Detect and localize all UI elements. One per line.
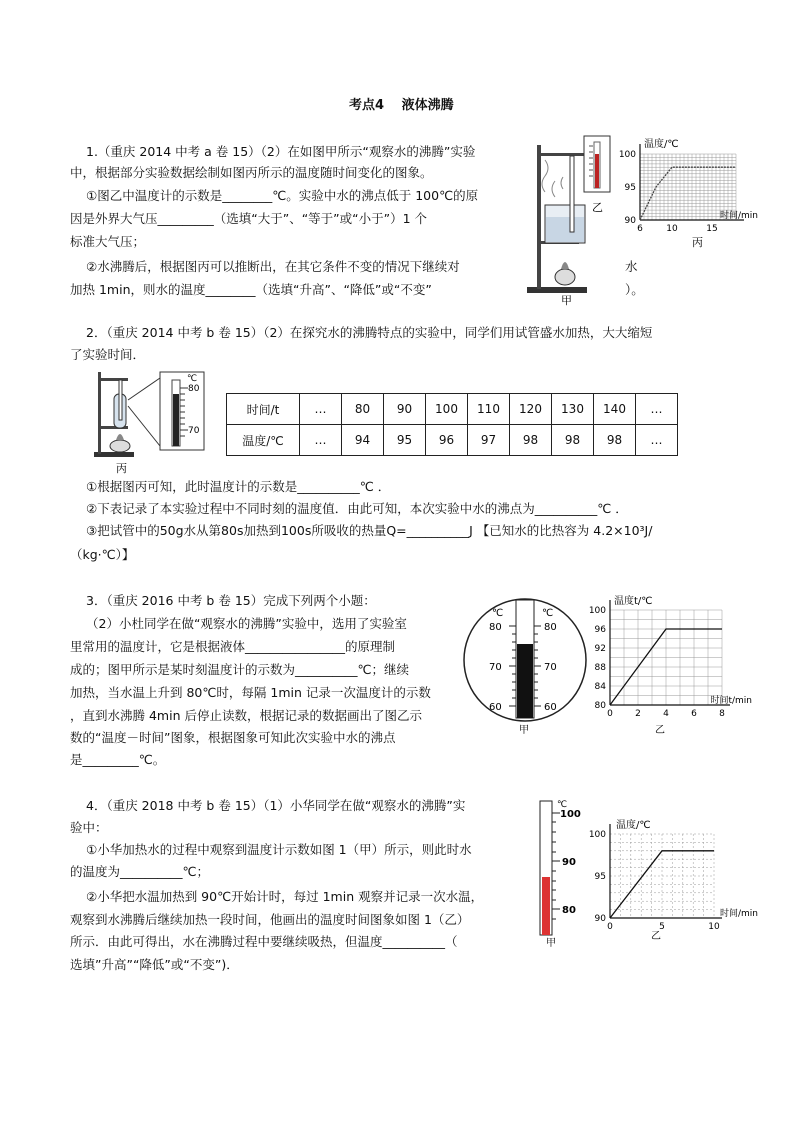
q4-chart-ylabel: 温度/℃ [616, 820, 651, 831]
q3-line: ，直到水沸腾 4min 后停止读数，根据记录的数据画出了图乙示 [70, 708, 422, 723]
x-axis-label: 时间/min [719, 909, 758, 919]
q3-line: （2）小杜同学在做“观察水的沸腾”实验中，选用了实验室 [86, 616, 407, 631]
q4-line: ②小华把水温加热到 90℃开始计时，每过 1min 观察并记录一次水温， [86, 889, 484, 904]
y-tick-label: 80 [594, 701, 606, 711]
q4-line: ①小华加热水的过程中观察到温度计示数如图 1（甲）所示，则此时水 [86, 842, 472, 857]
table-cell: 80 [342, 394, 384, 425]
q2-thermo-70: 70 [188, 426, 200, 436]
q1-line: ①图乙中温度计的示数是________℃。实验中水的沸点低于 100℃的原 [86, 188, 479, 203]
x-tick-label: 2 [635, 709, 641, 719]
q2-thermo-80: 80 [188, 384, 200, 394]
y-tick-label: 90 [624, 216, 636, 226]
table-cell: 130 [552, 394, 594, 425]
q2-line: 了实验时间． [70, 347, 146, 362]
y-tick-label: 96 [594, 625, 606, 635]
table-cell: 110 [468, 394, 510, 425]
x-axis-label: 时间/min [719, 211, 758, 221]
q2-sub: ②下表记录了本实验过程中不同时刻的温度值．由此可知，本次实验中水的沸点为__________℃ ． [86, 501, 628, 516]
q1-line: 加热 1min，则水的温度________（选填“升高”、“降低”或“不变” [70, 282, 432, 297]
table-row [227, 425, 678, 456]
chart-bing [618, 136, 762, 251]
table-cell: 94 [342, 425, 384, 456]
table-cell: 90 [384, 394, 426, 425]
q4-line: 4．（重庆 2018 中考 b 卷 15）（1）小华同学在做“观察水的沸腾”实 [86, 798, 466, 813]
table-header-temp: 温度/℃ [227, 425, 300, 456]
q2-thermo-unit: ℃ [187, 374, 198, 384]
table-cell: … [636, 425, 678, 456]
table-cell: 98 [552, 425, 594, 456]
q4-line: 验中： [70, 820, 108, 835]
x-tick-label: 0 [607, 709, 613, 719]
y-tick-label: 95 [594, 872, 606, 882]
q1-line: 1.（重庆 2014 中考 a 卷 15）（2）在如图甲所示“观察水的沸腾”实验 [86, 144, 476, 159]
thermometer-yi-figure [582, 134, 614, 214]
q4-tick-80: 80 [562, 905, 576, 916]
table-cell: … [636, 394, 678, 425]
q1-water: 水 [625, 259, 638, 274]
q3-line: 里常用的温度计，它是根据液体________________的原理制 [70, 639, 396, 654]
x-tick-label: 5 [659, 922, 665, 932]
y-tick-label: 84 [594, 682, 606, 692]
bing-ylabel: 温度/℃ [644, 139, 679, 150]
table-row [227, 394, 678, 425]
y-tick-label: 95 [624, 183, 636, 193]
q4-thermo-unit: ℃ [557, 800, 568, 810]
table-cell: … [300, 394, 342, 425]
q1-line: 因是外界大气压_________（选填“大于”、“等于”或“小于”）1 个 [70, 211, 428, 226]
q1-line: 标准大气压； [70, 234, 146, 249]
x-tick-label: 10 [708, 922, 720, 932]
thermometer-jia-figure [532, 797, 584, 947]
x-axis-label: 时间t/min [710, 696, 752, 706]
x-tick-label: 15 [706, 224, 718, 234]
x-tick-label: 6 [691, 709, 697, 719]
y-tick-label: 100 [588, 606, 606, 616]
fig-jia-label: 甲 [546, 938, 556, 949]
q3-line: 是_________℃。 [70, 752, 166, 767]
x-tick-label: 6 [637, 224, 643, 234]
x-tick-label: 8 [719, 709, 725, 719]
y-tick-label: 92 [594, 644, 606, 654]
q4-line: 选填”升高”“降低”或“不变”)． [70, 957, 239, 972]
q2-sub: ①根据图丙可知，此时温度计的示数是__________℃ ． [86, 479, 391, 494]
q3-tick-60-right: 60 [544, 702, 557, 713]
q3-tick-80-left: 80 [489, 622, 502, 633]
q3-tick-80-right: 80 [544, 622, 557, 633]
thermometer-jia-figure [462, 596, 588, 736]
q4-tick-100: 100 [560, 809, 581, 820]
q2-line: 2．（重庆 2014 中考 b 卷 15）（2）在探究水的沸腾特点的实验中，同学们用试管盛水加热，大大缩短 [86, 325, 653, 340]
y-tick-label: 88 [594, 663, 606, 673]
y-tick-label: 100 [588, 830, 606, 840]
table-cell: 96 [426, 425, 468, 456]
fig-jia-label: 甲 [561, 294, 572, 307]
fig-bing-label: 丙 [692, 236, 703, 249]
chart-q4-yi [588, 812, 763, 942]
q3-tick-70-right: 70 [544, 662, 557, 673]
q4-line: 的温度为__________℃； [70, 864, 210, 879]
q4-tick-90: 90 [562, 857, 576, 868]
table-cell: 140 [594, 394, 636, 425]
chart-q3-yi [588, 592, 757, 738]
table-cell: 97 [468, 425, 510, 456]
q3-line: 加热，当水温上升到 80℃时，每隔 1min 记录一次温度计的示数 [70, 685, 431, 700]
fig-yi-label: 乙 [655, 725, 665, 736]
x-tick-label: 4 [663, 709, 669, 719]
x-tick-label: 0 [607, 922, 613, 932]
q2-sub: （kg·℃）】 [70, 547, 135, 562]
fig-yi-label: 乙 [651, 931, 661, 942]
q2-sub: ③把试管中的50g水从第80s加热到100s所吸收的热量Q=__________J 【已知水的比热容为 4.2×10³J/ [86, 523, 653, 538]
test-tube-apparatus-figure [90, 370, 210, 475]
y-tick-label: 100 [618, 150, 636, 160]
table-cell: 95 [384, 425, 426, 456]
table-cell: 98 [594, 425, 636, 456]
q1-line: 中，根据部分实验数据绘制如图丙所示的温度随时间变化的图象。 [70, 165, 433, 180]
y-tick-label: 90 [594, 914, 606, 924]
q3-chart-ylabel: 温度t/℃ [614, 596, 653, 607]
fig-yi-label: 乙 [592, 201, 603, 214]
q4-line: 观察到水沸腾后继续加热一段时间，他画出的温度时间图象如图 1（乙） [70, 912, 470, 927]
table-header-time: 时间/t [227, 394, 300, 425]
table-cell: … [300, 425, 342, 456]
page-title: 考点4 液体沸腾 [349, 98, 454, 113]
q3-thermo-unit-right: ℃ [542, 608, 554, 619]
q3-line: 数的“温度－时间”图象，根据图象可知此次实验中水的沸点 [70, 730, 396, 745]
table-cell: 98 [510, 425, 552, 456]
q3-tick-70-left: 70 [489, 662, 502, 673]
q1-end: ）。 [625, 282, 644, 297]
fig-jia-label: 甲 [519, 725, 529, 736]
q3-thermo-unit-left: ℃ [492, 608, 504, 619]
q3-tick-60-left: 60 [489, 702, 502, 713]
time-temp-table [226, 393, 678, 456]
q3-line: 成的；图甲所示是某时刻温度计的示数为__________℃；继续 [70, 662, 410, 677]
q1-line: ②水沸腾后，根据图丙可以推断出，在其它条件不变的情况下继续对 [86, 259, 460, 274]
x-tick-label: 10 [666, 224, 678, 234]
q3-line: 3．（重庆 2016 中考 b 卷 15）完成下列两个小题： [86, 593, 376, 608]
table-cell: 100 [426, 394, 468, 425]
fig-bing-label: 丙 [116, 462, 127, 475]
q4-line: 所示．由此可得出，水在沸腾过程中要继续吸热，但温度__________（ [70, 934, 458, 949]
table-cell: 120 [510, 394, 552, 425]
